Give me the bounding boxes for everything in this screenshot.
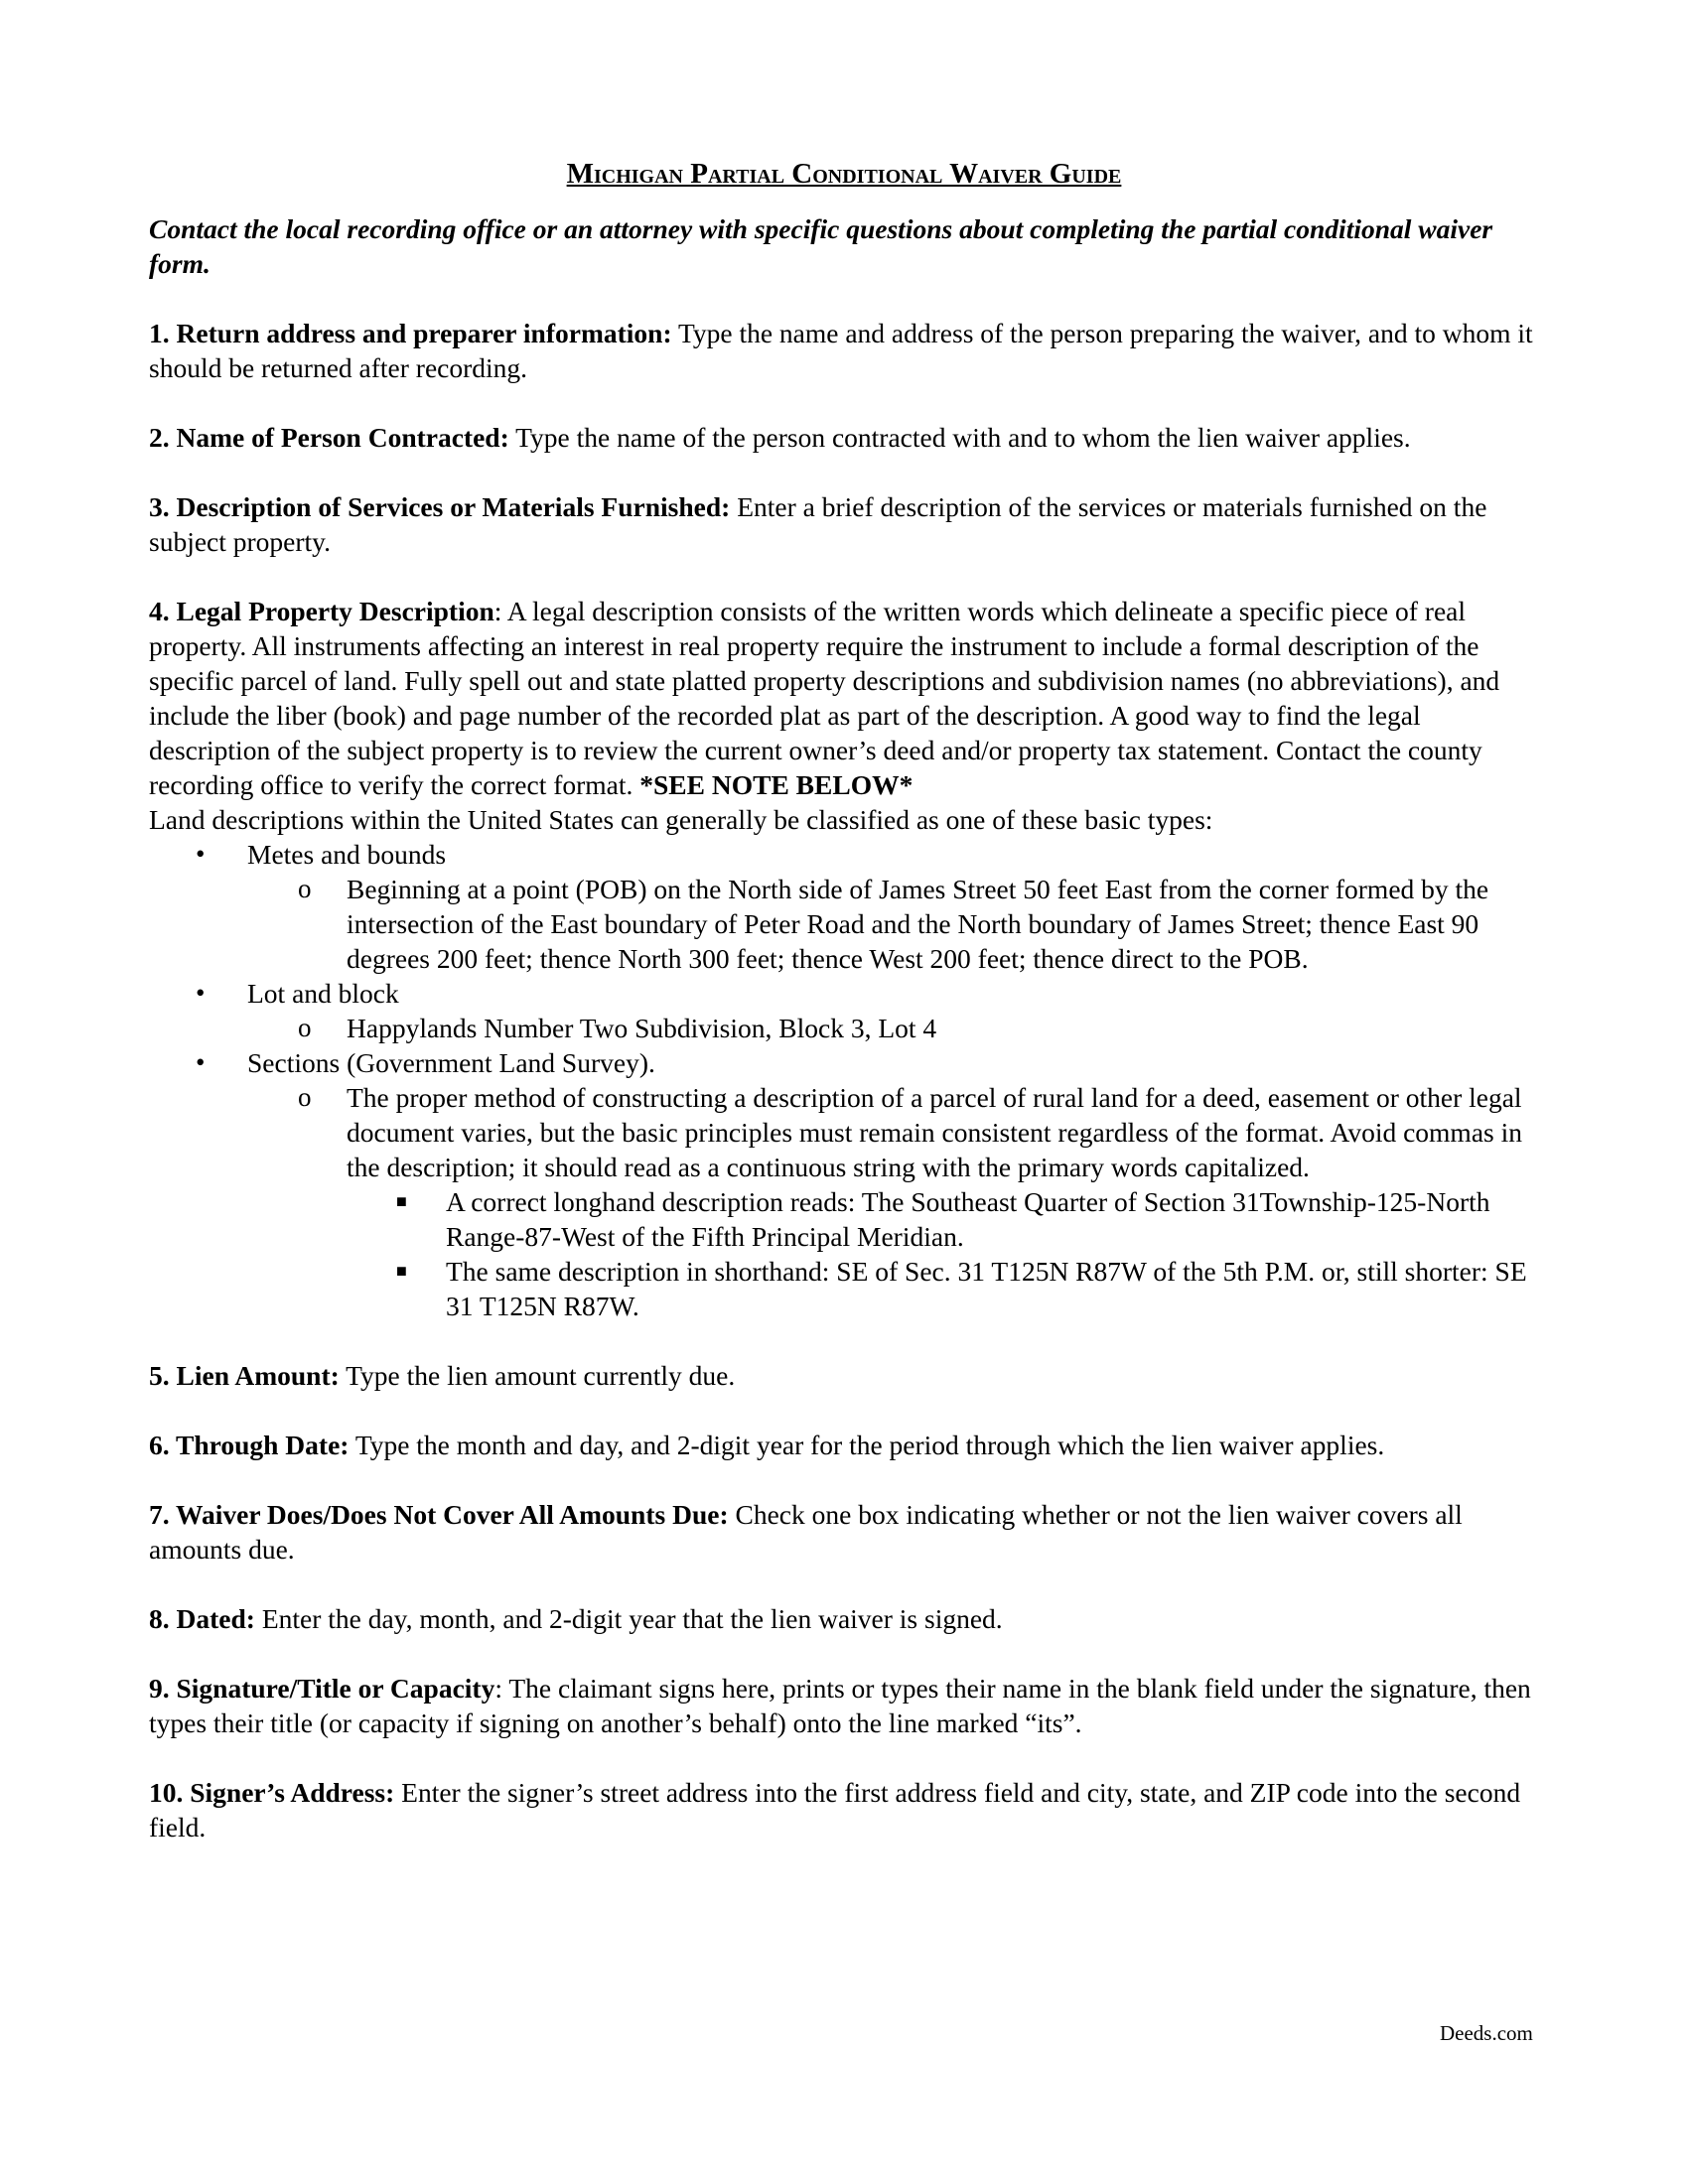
section-text: : A legal description consists of the written words which delineate a specific piece of real property. All instruments affecting an interest in real property require the instrument to include a formal description of the specific parcel of land. Fully spell out and state platted property descriptions and subdivision names (no abbreviations), and include the liber (book) and page number of the recorded plat as part of the description. A good way to find the legal description of the subject property is to review the current owner’s deed and/or property tax statement. Contact the county recording office to verify the correct format.: [149, 596, 1500, 800]
section-1: [149, 316, 1539, 385]
section-3: [149, 489, 1539, 559]
circle-marker: o: [298, 1082, 312, 1112]
section-text: : The claimant signs here, prints or types their name in the blank field under the signature, then types their title (or capacity if signing on another’s behalf) onto the line marked “its”.: [149, 1673, 1531, 1738]
section-text: Type the month and day, and 2-digit year for the period through which the lien waiver applies.: [349, 1430, 1385, 1460]
circle-marker: o: [298, 1013, 312, 1042]
list-item-sections: [149, 1045, 1539, 1080]
section-text: Type the name of the person contracted with and to whom the lien waiver applies.: [508, 422, 1411, 453]
section-label: 2. Name of Person Contracted:: [149, 422, 509, 453]
footer-brand: Deeds.com: [1440, 2021, 1533, 2045]
intro-text: Contact the local recording office or an attorney with specific questions about completing the partial conditional waiver form.: [149, 213, 1493, 279]
section-10: [149, 1775, 1539, 1844]
subsub-item-text: A correct longhand description reads: The Southeast Quarter of Section 31Township-125-North Range-87-West of the Fifth Principal Meridian.: [446, 1186, 1490, 1252]
section-label: 9. Signature/Title or Capacity: [149, 1673, 495, 1704]
sub-item-text: Happylands Number Two Subdivision, Block 3, Lot 4: [347, 1013, 937, 1043]
square-marker: ■: [396, 1261, 407, 1281]
subsub-item-text: The same description in shorthand: SE of Sec. 31 T125N R87W of the 5th P.M. or, still shorter: SE 31 T125N R87W.: [446, 1256, 1527, 1321]
sub-item-text: Beginning at a point (POB) on the North side of James Street 50 feet East from the corner formed by the intersection of the East boundary of Peter Road and the North boundary of James Street; thence East 90 degrees 200 feet; thence North 300 feet; thence West 200 feet; thence direct to the POB.: [347, 874, 1489, 974]
list-item-label: Metes and bounds: [247, 839, 447, 870]
section-label: 7. Waiver Does/Does Not Cover All Amounts Due:: [149, 1499, 729, 1530]
section-text: Enter the day, month, and 2-digit year that the lien waiver is signed.: [254, 1603, 1003, 1634]
section-label: 8. Dated:: [149, 1603, 255, 1634]
sub-item-text: The proper method of constructing a description of a parcel of rural land for a deed, easement or other legal document varies, but the basic principles must remain consistent regardless of the format. Avoid commas in the description; it should read as a continuous string with the primary words capitalized.: [347, 1082, 1522, 1182]
section-label: 5. Lien Amount:: [149, 1360, 340, 1391]
section-6: [149, 1428, 1539, 1462]
circle-marker: o: [298, 874, 312, 903]
bullet-marker: •: [196, 839, 206, 869]
section-4: [149, 594, 1539, 1323]
section-label: 6. Through Date:: [149, 1430, 350, 1460]
list-item-label: Lot and block: [247, 978, 399, 1009]
section-label: 3. Description of Services or Materials Furnished:: [149, 491, 731, 522]
list-item-lot: [149, 976, 1539, 1011]
see-note: *SEE NOTE BELOW*: [639, 769, 914, 800]
section-8: [149, 1601, 1539, 1636]
section-text: Enter a brief description of the services or materials furnished on the subject property.: [149, 491, 1487, 557]
document-body: [149, 157, 1539, 1879]
section-text: Type the lien amount currently due.: [339, 1360, 736, 1391]
sub-item-sections-example: [149, 1080, 1539, 1184]
section-5: [149, 1358, 1539, 1393]
section-2: [149, 420, 1539, 455]
section-9: [149, 1671, 1539, 1740]
section-text: Enter the signer’s street address into the first address field and city, state, and ZIP code into the second field.: [149, 1777, 1521, 1843]
bullet-marker: •: [196, 1047, 206, 1077]
section-label: 1. Return address and preparer information:: [149, 318, 672, 348]
section-label: 4. Legal Property Description: [149, 596, 494, 626]
sub-item-metes-example: [149, 872, 1539, 976]
land-types-lead: Land descriptions within the United States can generally be classified as one of these basic types:: [149, 804, 1213, 835]
bullet-marker: •: [196, 978, 206, 1008]
list-item-metes: [149, 837, 1539, 872]
subsub-item-shorthand: [149, 1254, 1539, 1323]
section-text: Check one box indicating whether or not the lien waiver covers all amounts due.: [149, 1499, 1463, 1565]
section-text: Type the name and address of the person preparing the waiver, and to whom it should be returned after recording.: [149, 318, 1533, 383]
list-item-label: Sections (Government Land Survey).: [247, 1047, 655, 1078]
section-label: 10. Signer’s Address:: [149, 1777, 395, 1808]
sub-item-lot-example: [149, 1011, 1539, 1045]
subsub-item-longhand: [149, 1184, 1539, 1254]
page-title: Michigan Partial Conditional Waiver Guide: [566, 158, 1122, 190]
section-7: [149, 1497, 1539, 1567]
square-marker: ■: [396, 1191, 407, 1211]
